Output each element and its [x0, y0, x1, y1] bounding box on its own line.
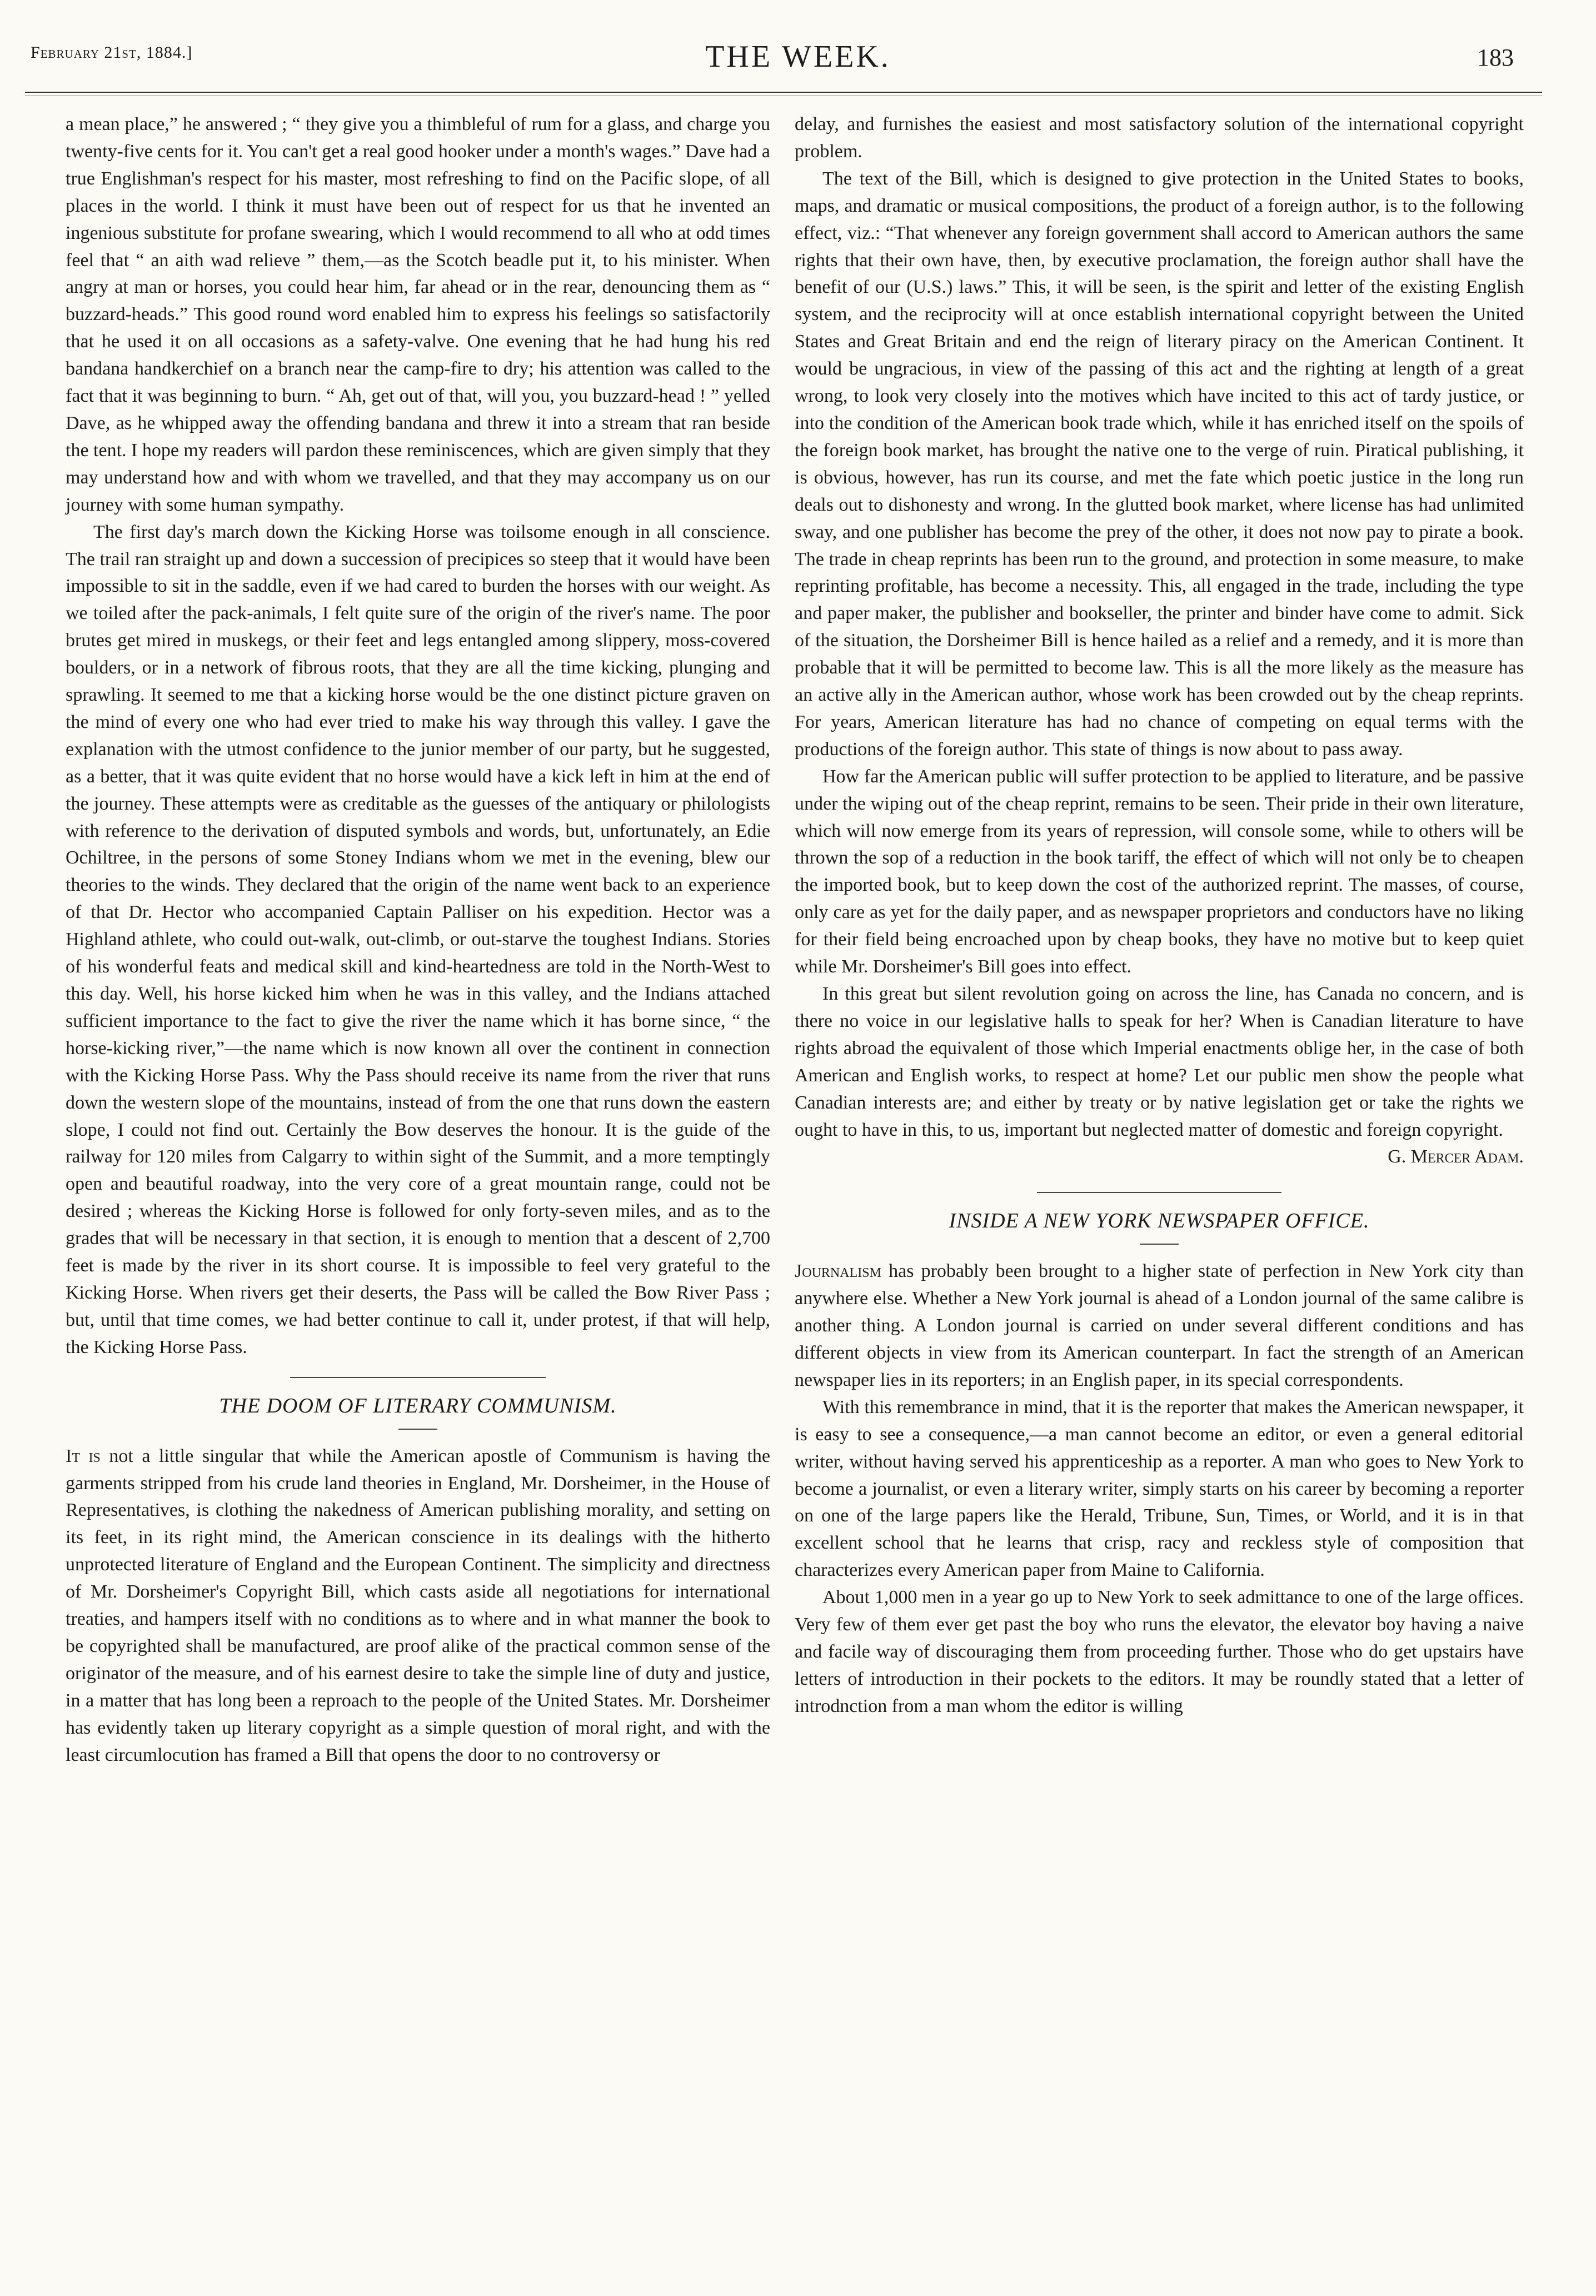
right-column	[795, 111, 1524, 1720]
article-heading: INSIDE A NEW YORK NEWSPAPER OFFICE.	[949, 1209, 1370, 1233]
article-paragraph	[795, 1258, 1524, 1394]
article-paragraph: In this great but silent revolution going on across the line, has Canada no concern, and is there no voice in our legislative halls to speak for her? When is Canadian literature to have rights abroad the equivalent of those which Imperial enactments oblige her, in the case of both American and English works, to respect at home? Let our public men show the people what Canadian interests are; and either by treaty or by native legislation get or take the rights we ought to have in this, to us, important but neglected matter of domestic and foreign copyright.	[795, 984, 1524, 1140]
article-paragraph: About 1,000 men in a year go up to New York to seek admittance to one of the large offices. Very few of them ever get past the boy who runs the elevator, the elevator boy having a naive and facile way of discouraging them from proceeding further. Those who do get upstairs have letters of introduction in their pockets to the editors. It may be roundly stated that a letter of introdnction from a man whom the editor is willing	[795, 1587, 1524, 1716]
article-paragraph: The first day's march down the Kicking Horse was toilsome enough in all conscience. The trail ran straight up and down a succession of precipices so steep that it would have been impossible to sit in the saddle, even if we had cared to burden the horses with our weight. As we toiled after the pack-animals, I felt quite sure of the origin of the river's name. The poor brutes get mired in muskegs, or their feet and legs entangled among slippery, moss-covered boulders, or in a network of fibrous roots, that they are all the time kicking, plunging and sprawling. It seemed to me that a kicking horse would be the one distinct picture graven on the mind of every one who had ever tried to make his way through this valley. I gave the explanation with the utmost confidence to the junior member of our party, but he suggested, as a better, that it was quite evident that no horse would have a kick left in him at the end of the journey. These attempts were as creditable as the guesses of the antiquary or philologists with reference to the derivation of disputed symbols and words, but, unfortunately, an Edie Ochiltree, in the persons of some Stoney Indians whom we met in the evening, blew our theories to the winds. They declared that the origin of the name went back to an experience of that Dr. Hector who accompanied Captain Palliser on his expedition. Hector was a Highland athlete, who could out-walk, out-climb, or out-starve the toughest Indians. Stories of his wonderful feats and medical skill and kind-heartedness are told in the North-West to this day. Well, his horse kicked him when he was in this valley, and the Indians attached sufficient importance to the fact to give the river the name which it has borne since, “ the horse-kicking river,”—the name which is now known all over the continent in connection with the Kicking Horse Pass. Why the Pass should receive its name from the river that runs down the western slope of the mountains, instead of from the one that runs down the eastern slope, I could not find out. Certainly the Bow deserves the honour. It is the guide of the railway for 120 miles from Calgarry to within sight of the Summit, and a more temptingly open and beautiful roadway, into the very core of a great mountain range, could not be desired ; whereas the Kicking Horse is followed for only forty-seven miles, and as to the grades that will be necessary in that section, it is enough to mention that a descent of 2,700 feet is made by the river in its short course. It is impossible to feel very grateful to the Kicking Horse. When rivers get their deserts, the Pass will be called the Bow River Pass ; but, until that time comes, we had better continue to call it, under protest, if that will help, the Kicking Horse Pass.	[66, 521, 770, 1357]
header-rule	[25, 92, 1542, 93]
heading-underline	[1140, 1244, 1179, 1245]
article-paragraph-text: not a little singular that while the American apostle of Communism is having the garments stripped from his crude land theories in England, Mr. Dorsheimer, in the House of Representatives, is clothing the nakedness of American publishing morality, and setting on its feet, in its right mind, the American conscience in its dealings with the hitherto unprotected literature of England and the European Continent. The simplicity and directness of Mr. Dorsheimer's Copyright Bill, which casts aside all negotiations for international treaties, and hampers itself with no conditions as to where and in what manner the book to be copyrighted shall be manufactured, are proof alike of the practical common sense of the originator of the measure, and of his earnest desire to take the simple line of duty and justice, in a matter that has long been a reproach to the people of the United States. Mr. Dorsheimer has evidently taken up literary copyright as a simple question of moral right, and with the least circumlocution has framed a Bill that opens the door to no controversy or	[66, 1445, 770, 1765]
article-paragraph: a mean place,” he answered ; “ they give you a thimbleful of rum for a glass, and charge you twenty-five cents for it. You can't get a real good hooker under a month's wages.” Dave had a true Englishman's respect for his master, most refreshing to find on the Pacific slope, of all places in the world. I think it must have been out of respect for us that he invented an ingenious substitute for profane swearing, which I would recommend to all who at odd times feel that “ an aith wad relieve ” them,—as the Scotch beadle put it, to his minister. When angry at man or horses, you could hear him, far ahead or in the rear, denouncing them as “ buzzard-heads.” This good round word enabled him to express his feelings so satisfactorily that he used it on all occasions as a safety-valve. One evening that he had hung his red bandana handkerchief on a branch near the camp-fire to dry; his attention was called to the fact that it was beginning to burn. “ Ah, get out of that, will you, you buzzard-head ! ” yelled Dave, as he whipped away the offending bandana and threw it into a stream that ran beside the tent. I hope my readers will pardon these reminiscences, which are given simply that they may understand how and with whom we travelled, and that they may accompany us on our journey with some human sympathy.	[66, 114, 770, 515]
section-divider	[1037, 1192, 1281, 1193]
left-column	[66, 111, 770, 1769]
drop-lead: Journalism	[795, 1261, 881, 1282]
article-heading: THE DOOM OF LITERARY COMMUNISM.	[219, 1394, 617, 1417]
article-paragraph	[66, 1443, 770, 1769]
article-paragraph: How far the American public will suffer protection to be applied to literature, and be passive under the wiping out of the cheap reprint, remains to be seen. Their pride in their own literature, which will now emerge from its years of repression, will console some, while to others will be thrown the sop of a reduction in the book tariff, the effect of which will not only be to cheapen the imported book, but to keep down the cost of the authorized reprint. The masses, of course, only care as yet for the daily paper, and as newspaper proprietors and conductors have no liking for their field being encroached upon by cheap books, they have no motive but to keep quiet while Mr. Dorsheimer's Bill goes into effect.	[795, 766, 1524, 977]
section-divider	[290, 1377, 546, 1378]
masthead-title: THE WEEK.	[705, 39, 891, 74]
article-paragraph: The text of the Bill, which is designed to give protection in the United States to books, maps, and dramatic or musical compositions, the product of a foreign author, is to the following effect, viz.: “That whenever any foreign government shall accord to American authors the same rights that their own have, then, by executive proclamation, the foreign author shall have the benefit of our (U.S.) laws.” This, it will be seen, is the spirit and letter of the existing English system, and the reciprocity will at once establish international copyright between the United States and Great Britain and end the reign of literary piracy on the American Continent. It would be ungracious, in view of the passing of this act and the righting at length of a great wrong, to look very closely into the motives which have incited to this act of tardy justice, or into the condition of the American book trade which, while it has enriched itself on the spoils of the foreign book market, has brought the native one to the verge of ruin. Piratical publishing, it is obvious, however, has run its course, and met the fate which poetic justice in the long run deals out to dishonesty and wrong. In the glutted book market, where license has had unlimited sway, and one publisher has become the prey of the other, it does not now pay to pirate a book. The trade in cheap reprints has been run to the ground, and protection in some measure, to make reprinting profitable, has become a necessity. This, all engaged in the trade, including the type and paper maker, the publisher and bookseller, the printer and binder have come to admit. Sick of the situation, the Dorsheimer Bill is hence hailed as a relief and a remedy, and it is more than probable that it will be permitted to become law. This is all the more likely as the measure has an active ally in the American author, whose work has been crowded out by the cheap reprints. For years, American literature has had no chance of competing on equal terms with the productions of the foreign author. This state of things is now about to pass away.	[795, 168, 1524, 760]
author-signature: G. Mercer Adam.	[1388, 1146, 1524, 1167]
heading-underline	[398, 1429, 437, 1430]
drop-lead: It is	[66, 1445, 101, 1466]
article-paragraph: With this remembrance in mind, that it is the reporter that makes the American newspaper, it is easy to see a consequence,—a man cannot become an editor, or even a general editorial writer, without having served his apprenticeship as a reporter. A man who goes to New York to become a journalist, or even a literary writer, simply starts on his career by becoming a reporter on one of the large papers like the Herald, Tribune, Sun, Times, or World, and it is in that excellent school that he learns that crisp, racy and reckless style of composition that characterizes every American paper from Maine to California.	[795, 1396, 1524, 1581]
header-date: February 21st, 1884.]	[31, 43, 193, 62]
article-paragraph: delay, and furnishes the easiest and most satisfactory solution of the international copyright problem.	[795, 114, 1524, 162]
page-number: 183	[1477, 44, 1514, 71]
article-paragraph-text: has probably been brought to a higher state of perfection in New York city than anywhere else. Whether a New York journal is ahead of a London journal of the same calibre is another thing. A London journal is carried on under several different conditions and has different objects in view from its American counterpart. In fact the strength of an American newspaper lies in its reporters; in an English paper, in its special correspondents.	[795, 1261, 1524, 1390]
